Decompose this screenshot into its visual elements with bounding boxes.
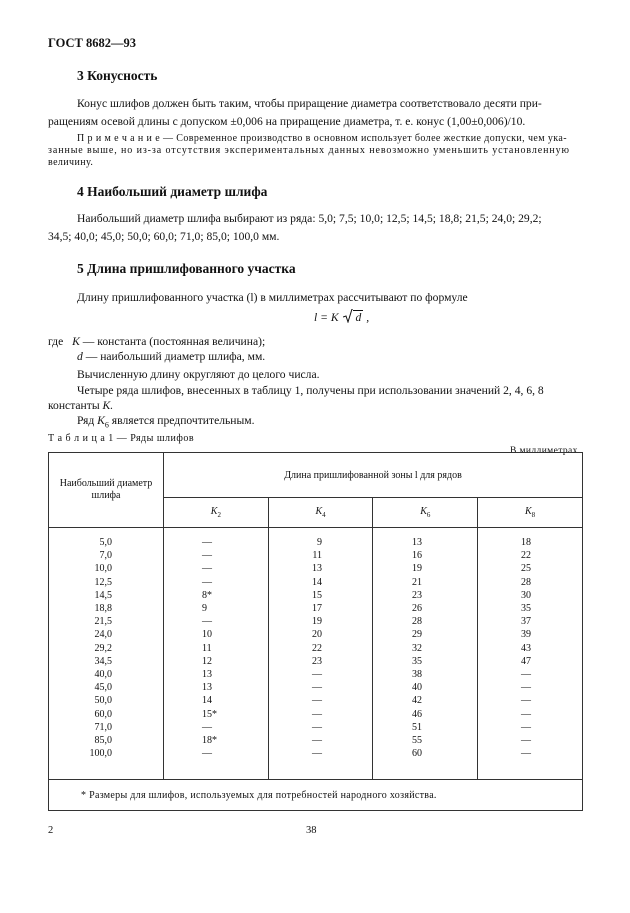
table-cell-diam-13: 60,0 — [94, 708, 112, 720]
where-k-text: — константа (постоянная величина); — [82, 335, 266, 348]
table-cell-k4-3: 14 — [312, 576, 322, 588]
table-cell-k6-11: 40 — [412, 682, 422, 694]
section-4-text-line-1: Наибольший диаметр шлифа выбирают из ряда: 5,0; 7,5; 10,0; 12,5; 14,5; 18,8; 21,5; 24,0; 29,2; — [77, 212, 542, 225]
table-cell-diam-11: 45,0 — [94, 682, 112, 694]
table-cell-k4-1: 11 — [312, 550, 322, 562]
table-head-diameter — [49, 453, 164, 528]
column-k2 — [202, 536, 242, 760]
preferred-symbol: K — [97, 414, 105, 427]
table-cell-k8-10: — — [521, 669, 531, 681]
table-cell-k6-0: 13 — [412, 537, 422, 548]
table-head-k6 — [373, 498, 478, 528]
table-cell-k8-6: 37 — [521, 616, 531, 628]
table-cell-k2-16: — — [202, 748, 212, 760]
section-3-text-line-1: Конус шлифов должен быть таким, чтобы приращение диаметра соответствовало десяти при- — [77, 97, 542, 110]
table-cell-k2-6: — — [202, 616, 212, 628]
table-cell-k4-4: 15 — [312, 589, 322, 601]
where-k-symbol: K — [72, 335, 80, 348]
k2-symbol: K — [210, 506, 218, 517]
table-cell-k6-14: 51 — [412, 721, 422, 733]
section-3-note-line-2: занные выше, но из-за отсутствия экспериментальных данных невозможно уменьшить установленную — [48, 145, 570, 156]
table-cell-k2-10: 13 — [202, 669, 212, 681]
formula — [314, 309, 369, 327]
formula-lhs: l = K — [314, 311, 339, 324]
rounding-text: Вычисленную длину округляют до целого числа. — [77, 368, 320, 381]
table-cell-k2-15: 18* — [202, 735, 217, 747]
table-head-k4 — [268, 498, 373, 528]
sqrt-sign-icon — [343, 309, 363, 327]
table-cell-diam-7: 24,0 — [94, 629, 112, 641]
table-cell-k4-11: — — [312, 682, 322, 694]
table-cell-diam-0: 5,0 — [99, 537, 112, 548]
table-cell-k2-11: 13 — [202, 682, 212, 694]
column-k4 — [300, 536, 322, 760]
table-head-k8 — [478, 498, 583, 528]
where-prefix: где — [48, 335, 64, 348]
formula-radicand: d — [355, 311, 362, 324]
table-cell-k6-5: 26 — [412, 603, 422, 615]
table-cell-k4-12: — — [312, 695, 322, 707]
formula-end: , — [366, 311, 370, 324]
series-line-1: Четыре ряда шлифов, внесенных в таблицу 1, получены при использовании значений 2, 4, 6, 8 — [77, 384, 544, 397]
k4-sub: 4 — [322, 511, 326, 519]
table-cell-k6-8: 32 — [412, 642, 422, 654]
table-cell-k2-5: 9 — [202, 603, 207, 615]
table-cell-k4-2: 13 — [312, 563, 322, 575]
table-cell-k6-3: 21 — [412, 576, 422, 588]
table-cell-k2-8: 11 — [202, 642, 212, 654]
table-cell-k8-8: 43 — [521, 642, 531, 654]
table-cell-k8-14: — — [521, 721, 531, 733]
table-cell-k8-13: — — [521, 708, 531, 720]
section-5-intro: Длину пришлифованного участка (l) в миллиметрах рассчитывают по формуле — [77, 291, 468, 304]
section-4-text-line-2: 34,5; 40,0; 45,0; 50,0; 60,0; 71,0; 85,0; 100,0 мм. — [48, 230, 280, 243]
table-cell-diam-12: 50,0 — [94, 695, 112, 707]
table-cell-k8-12: — — [521, 695, 531, 707]
table-cell-k4-7: 20 — [312, 629, 322, 641]
section-3-note-line-3: величину. — [48, 157, 94, 168]
table-cell-k6-7: 29 — [412, 629, 422, 641]
table-cell-k4-9: 23 — [312, 655, 322, 667]
where-d-symbol: d — [77, 350, 83, 363]
table-cell-diam-1: 7,0 — [99, 550, 112, 562]
table-cell-diam-16: 100,0 — [89, 748, 112, 760]
table-cell-k8-0: 18 — [521, 537, 531, 548]
table-cell-k4-10: — — [312, 669, 322, 681]
table-cell-k8-7: 39 — [521, 629, 531, 641]
table-cell-k2-14: — — [202, 721, 212, 733]
table-cell-k8-4: 30 — [521, 589, 531, 601]
where-d-text: — наибольший диаметр шлифа, мм. — [85, 350, 266, 363]
table-cell-diam-15: 85,0 — [94, 735, 112, 747]
table-cell-k6-9: 35 — [412, 655, 422, 667]
table-cell-k2-13: 15* — [202, 708, 217, 720]
table-cell-diam-9: 34,5 — [94, 655, 112, 667]
table-cell-k4-0: 9 — [317, 537, 322, 548]
table-cell-k8-9: 47 — [521, 655, 531, 667]
table-cell-k6-16: 60 — [412, 748, 422, 760]
table-cell-k2-7: 10 — [202, 629, 212, 641]
table-cell-diam-10: 40,0 — [94, 669, 112, 681]
table-head-k2 — [164, 498, 269, 528]
table-cell-k8-2: 25 — [521, 563, 531, 575]
series-line-2-text: константы — [48, 399, 100, 412]
footer-page-left: 2 — [48, 825, 54, 836]
footer-page-center: 38 — [306, 825, 317, 836]
preferred-text: является предпочтительным. — [111, 414, 255, 427]
table-cell-k2-4: 8* — [202, 589, 212, 601]
table-cell-k4-8: 22 — [312, 642, 322, 654]
table-cell-k8-5: 35 — [521, 603, 531, 615]
section-3-title: 3 Конусность — [77, 68, 158, 83]
column-k8 — [521, 536, 561, 760]
table-cell-k2-0: — — [202, 537, 212, 548]
section-4-title: 4 Наибольший диаметр шлифа — [77, 184, 268, 199]
table-cell-k6-13: 46 — [412, 708, 422, 720]
table-cell-k4-6: 19 — [312, 616, 322, 628]
preferred-subscript: 6 — [104, 420, 109, 430]
section-3-note-line-1: П р и м е ч а н и е — Современное производство в основном использует более жесткие допуски, чем ука- — [77, 133, 567, 144]
table-cell-k6-4: 23 — [412, 589, 422, 601]
table-cell-k4-14: — — [312, 721, 322, 733]
column-k6 — [412, 536, 452, 760]
table-cell-k6-15: 55 — [412, 735, 422, 747]
table-cell-k4-16: — — [312, 748, 322, 760]
table-cell-k8-1: 22 — [521, 550, 531, 562]
preferred-line — [77, 412, 255, 434]
table-cell-diam-8: 29,2 — [94, 642, 112, 654]
table-cell-k2-1: — — [202, 550, 212, 562]
table-cell-k2-12: 14 — [202, 695, 212, 707]
table-cell-k6-2: 19 — [412, 563, 422, 575]
table-cell-k4-5: 17 — [312, 603, 322, 615]
table-cell-k2-9: 12 — [202, 655, 212, 667]
k6-symbol: K — [420, 506, 427, 517]
k8-symbol: K — [524, 506, 532, 517]
table-cell-k2-2: — — [202, 563, 212, 575]
k4-symbol: K — [315, 506, 323, 517]
table-cell-k6-1: 16 — [412, 550, 422, 562]
table-cell-k8-15: — — [521, 735, 531, 747]
table-footnote-text: * Размеры для шлифов, используемых для потребностей народного хозяйства. — [81, 789, 437, 801]
table-cell-k6-6: 28 — [412, 616, 422, 628]
section-5-title: 5 Длина пришлифованного участка — [77, 261, 296, 276]
table-cell-diam-5: 18,8 — [94, 603, 112, 615]
table-head-span-text: Длина пришлифованной зоны l для рядов — [284, 469, 462, 481]
table-head-span — [164, 453, 583, 498]
table-cell-k4-15: — — [312, 735, 322, 747]
table-cell-diam-2: 10,0 — [94, 563, 112, 575]
table-head-diameter-text: Наибольший диаметр шлифа — [59, 478, 153, 501]
table-units: В миллиметрах — [510, 446, 578, 456]
table-cell-k2-3: — — [202, 576, 212, 588]
table-cell-k6-10: 38 — [412, 669, 422, 681]
k2-sub: 2 — [217, 511, 221, 519]
series-line-2-symbol: K. — [102, 399, 114, 412]
preferred-prefix: Ряд — [77, 414, 95, 427]
table-cell-k8-11: — — [521, 682, 531, 694]
table-cell-diam-6: 21,5 — [94, 616, 112, 628]
table-cell-k8-3: 28 — [521, 576, 531, 588]
table-cell-k8-16: — — [521, 748, 531, 760]
k8-sub: 8 — [531, 511, 536, 519]
column-diameter — [62, 536, 112, 760]
table-cell-diam-14: 71,0 — [94, 721, 112, 733]
table-cell-k4-13: — — [312, 708, 322, 720]
table-cell-diam-3: 12,5 — [94, 576, 112, 588]
table-caption: Т а б л и ц а 1 — Ряды шлифов — [48, 433, 195, 444]
table-footnote — [49, 780, 583, 811]
document-header: ГОСТ 8682—93 — [48, 36, 137, 50]
k6-sub: 6 — [426, 511, 431, 519]
where-d-line — [77, 348, 265, 366]
table-cell-diam-4: 14,5 — [94, 589, 112, 601]
section-3-text-line-2: ращениям осевой длины с допуском ±0,006 на приращение диаметра, т. е. конус (1,00±0,006)/10. — [48, 115, 526, 128]
table-cell-k6-12: 42 — [412, 695, 422, 707]
